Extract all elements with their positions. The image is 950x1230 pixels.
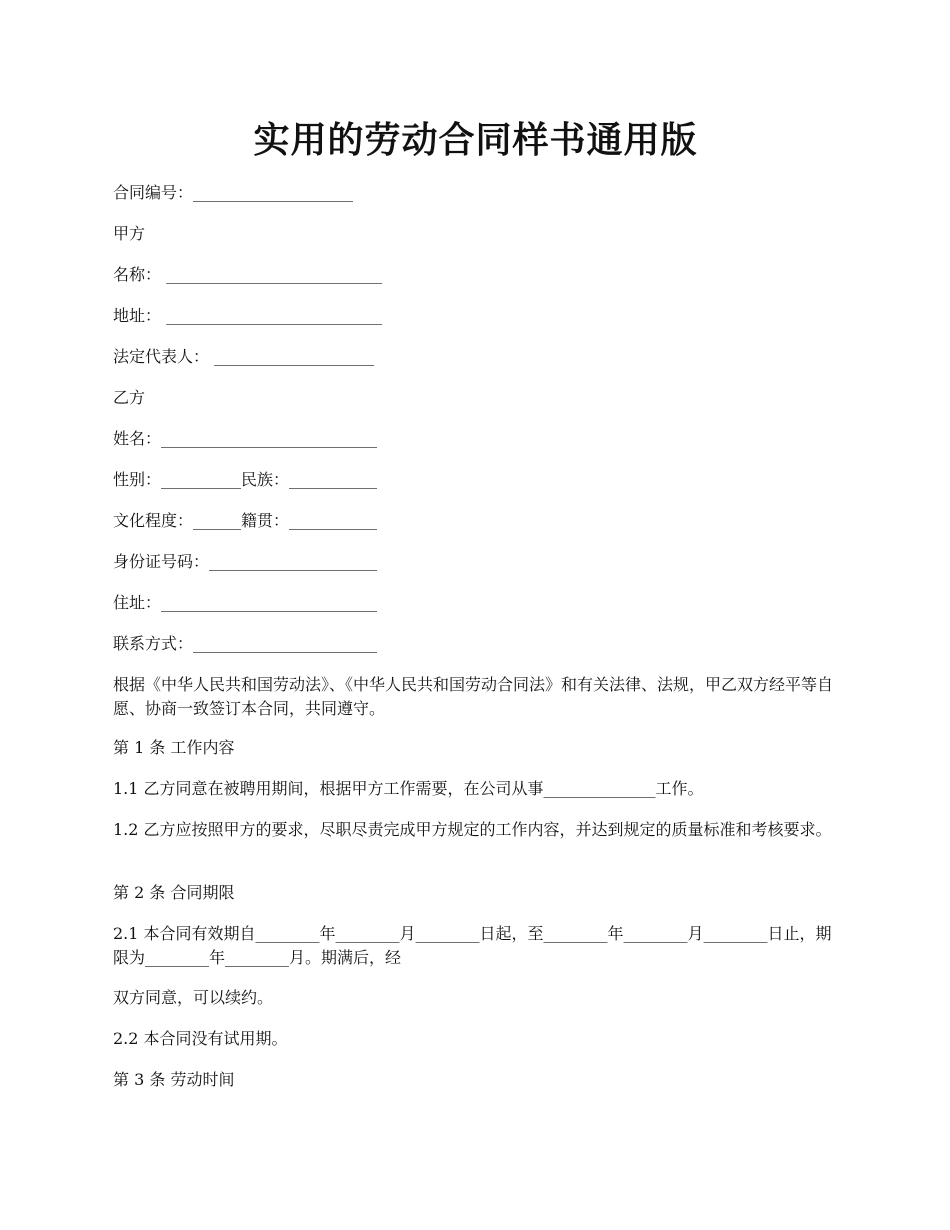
document-title: 实用的劳动合同样书通用版 [253,119,698,161]
contract-number-field: 合同编号：____________________ [113,183,354,202]
party-a-name-field: 名称： ___________________________ [113,265,383,284]
clause-1-1: 1.1 乙方同意在被聘用期间，根据甲方工作需要，在公司从事______________工作。 [113,779,704,798]
article-3-heading: 第 3 条 劳动时间 [113,1070,235,1089]
party-b-contact-field: 联系方式：_______________________ [113,634,378,653]
party-a-heading: 甲方 [113,224,146,243]
party-b-education-origin-field: 文化程度：______籍贯：___________ [113,511,378,530]
party-b-gender-ethnicity-field: 性别：__________民族：___________ [113,470,378,489]
clause-2-2: 2.2 本合同没有试用期。 [113,1029,288,1048]
party-b-name-field: 姓名：___________________________ [113,429,378,448]
party-a-address-field: 地址： ___________________________ [113,306,383,325]
party-b-id-number-field: 身份证号码：_____________________ [113,552,378,571]
clause-2-1: 2.1 本合同有效期自________年________月________日起，至________年________月________日止，期限为________年________月。期满后，经 [113,924,832,967]
article-2-heading: 第 2 条 合同期限 [113,883,235,902]
preamble-paragraph: 根据《中华人民共和国劳动法》、《中华人民共和国劳动合同法》和有关法律、法规，甲乙双方经平等自愿、协商一致签订本合同，共同遵守。 [113,675,834,718]
party-b-heading: 乙方 [113,388,146,407]
party-a-legal-rep-field: 法定代表人： ____________________ [113,347,375,366]
clause-2-1-continuation: 双方同意，可以续约。 [113,988,274,1007]
party-b-address-field: 住址：___________________________ [113,593,378,612]
clause-1-2: 1.2 乙方应按照甲方的要求，尽职尽责完成甲方规定的工作内容，并达到规定的质量标准和考核要求。 [113,820,832,839]
article-1-heading: 第 1 条 工作内容 [113,738,235,757]
